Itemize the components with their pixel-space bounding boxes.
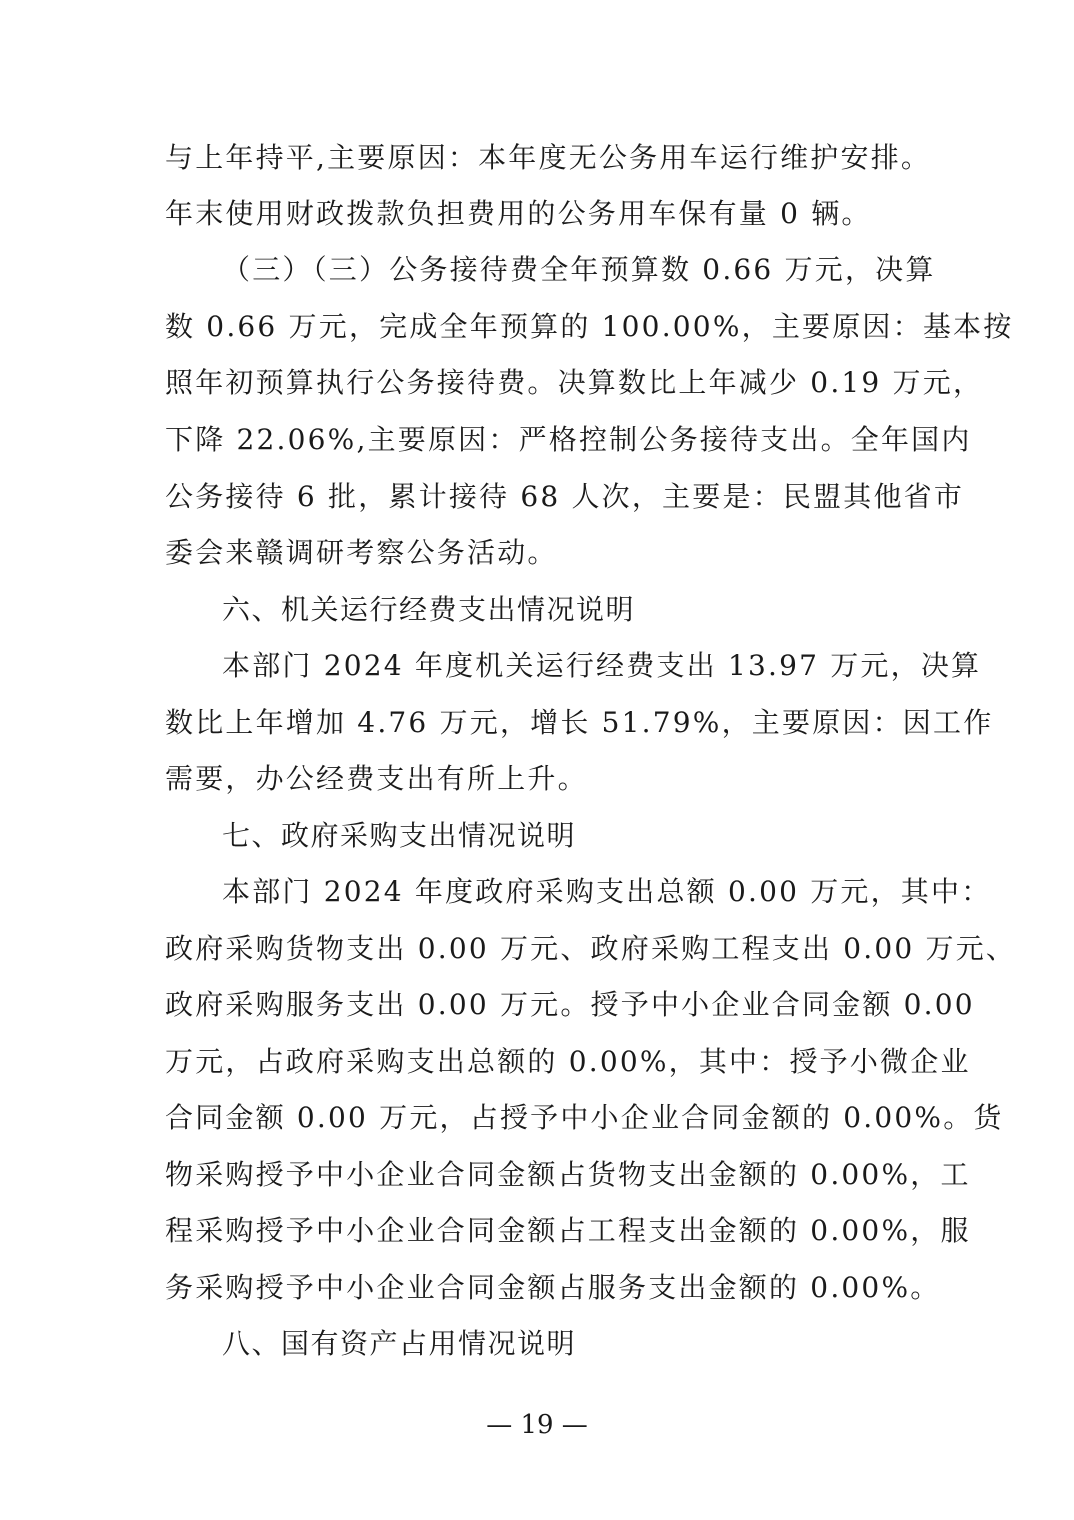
body-text-line: 程采购授予中小企业合同金额占工程支出金额的 0.00%，服 [165,1214,971,1247]
body-text-line: 照年初预算执行公务接待费。决算数比上年减少 0.19 万元， [165,366,984,399]
body-text-line: 下降 22.06%,主要原因：严格控制公务接待支出。全年国内 [165,423,972,456]
body-text-line: 本部门 2024 年度政府采购支出总额 0.00 万元，其中： [222,875,992,908]
section-heading-6: 六、机关运行经费支出情况说明 [222,593,636,626]
body-text-line: 委会来赣调研考察公务活动。 [165,536,558,569]
body-text-line: 政府采购货物支出 0.00 万元、政府采购工程支出 0.00 万元、 [165,932,1017,965]
body-text-line: 公务接待 6 批，累计接待 68 人次，主要是：民盟其他省市 [165,480,965,513]
section-heading-7: 七、政府采购支出情况说明 [222,819,577,852]
body-text-line: 万元，占政府采购支出总额的 0.00%，其中：授予小微企业 [165,1045,971,1078]
page-number: — 19 — [486,1410,588,1440]
body-text-line: 数比上年增加 4.76 万元，增长 51.79%，主要原因：因工作 [165,706,994,739]
body-text-line: 年末使用财政拨款负担费用的公务用车保有量 0 辆。 [165,197,872,230]
body-text-line: 物采购授予中小企业合同金额占货物支出金额的 0.00%，工 [165,1158,971,1191]
body-text-line: （三）（三）公务接待费全年预算数 0.66 万元，决算 [222,253,936,286]
body-text-line: 本部门 2024 年度机关运行经费支出 13.97 万元，决算 [222,649,982,682]
body-text-line: 务采购授予中小企业合同金额占服务支出金额的 0.00%。 [165,1271,941,1304]
body-text-line: 需要，办公经费支出有所上升。 [165,762,588,795]
body-text-line: 数 0.66 万元，完成全年预算的 100.00%，主要原因：基本按 [165,310,1014,343]
body-text-line: 政府采购服务支出 0.00 万元。授予中小企业合同金额 0.00 [165,988,975,1021]
body-text-line: 合同金额 0.00 万元，占授予中小企业合同金额的 0.00%。货 [165,1101,1004,1134]
section-heading-8: 八、国有资产占用情况说明 [222,1327,577,1360]
body-text-line: 与上年持平,主要原因：本年度无公务用车运行维护安排。 [165,141,932,174]
